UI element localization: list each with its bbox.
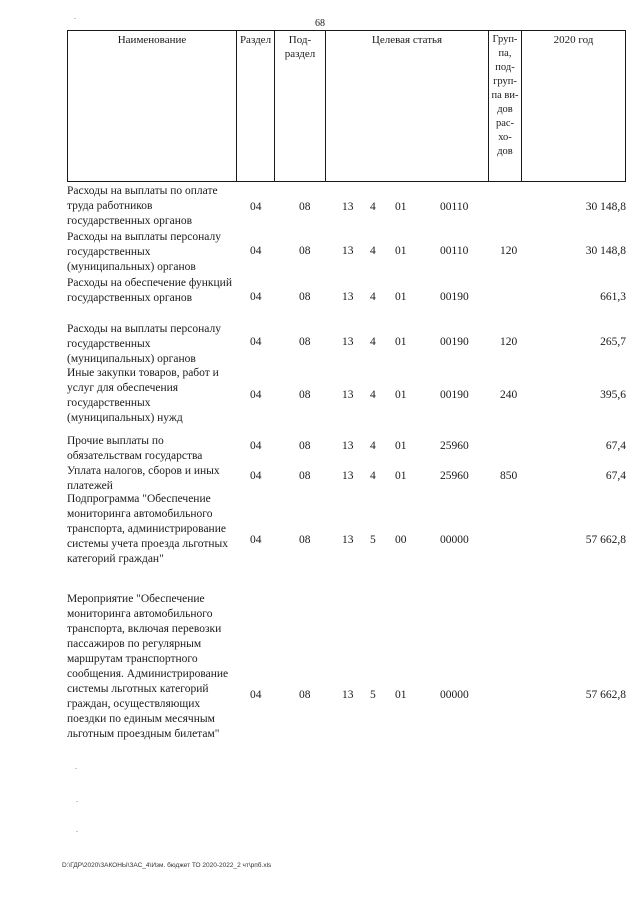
row-podrazdel: 08 xyxy=(299,689,311,701)
row-name: Уплата налогов, сборов и иных платежей xyxy=(67,465,220,492)
row-cs1: 13 xyxy=(342,470,354,482)
row-razdel: 04 xyxy=(250,440,262,452)
row-cs4: 00110 xyxy=(440,201,469,213)
row-cs2: 4 xyxy=(370,470,376,482)
row-cs2: 4 xyxy=(370,389,376,401)
header-razdel: Раздел xyxy=(237,31,275,182)
table-header xyxy=(67,30,626,182)
header-group: Груп- па, под- груп- па ви- дов рас- хо- дов xyxy=(489,31,522,182)
row-name: Расходы на выплаты персоналу государственных (муниципальных) органов xyxy=(67,323,221,365)
row-podrazdel: 08 xyxy=(299,440,311,452)
row-cs4: 25960 xyxy=(440,470,469,482)
row-razdel: 04 xyxy=(250,689,262,701)
row-podrazdel: 08 xyxy=(299,336,311,348)
row-cs1: 13 xyxy=(342,201,354,213)
row-podrazdel: 08 xyxy=(299,245,311,257)
row-cs2: 4 xyxy=(370,440,376,452)
row-amount: 67,4 xyxy=(605,470,626,482)
row-cs1: 13 xyxy=(342,336,354,348)
row-name: Расходы на обеспечение функций государственных органов xyxy=(67,277,232,304)
row-podrazdel: 08 xyxy=(299,470,311,482)
row-amount: 30 148,8 xyxy=(585,201,626,213)
row-name: Иные закупки товаров, работ и услуг для обеспечения государственных (муниципальных) нужд xyxy=(67,367,219,424)
row-name: Расходы на выплаты по оплате труда работников государственных органов xyxy=(67,185,218,227)
row-cs4: 00190 xyxy=(440,336,469,348)
row-name: Подпрограмма "Обеспечение мониторинга автомобильного транспорта, администрирование системы учета проезда льготных категорий граждан" xyxy=(67,493,229,565)
row-cs1: 13 xyxy=(342,440,354,452)
file-path-footer: D:\ГДР\2020\ЗАКОНЫ\ЗАС_4\Изм. бюджет ТО 2020-2022_2 чт\рпб.xls xyxy=(62,862,272,869)
row-cs2: 4 xyxy=(370,336,376,348)
scan-speck: . xyxy=(75,762,77,771)
row-cs3: 01 xyxy=(395,336,407,348)
page-number: 68 xyxy=(315,18,325,29)
row-cs3: 01 xyxy=(395,201,407,213)
row-razdel: 04 xyxy=(250,336,262,348)
scan-speck: . xyxy=(76,795,78,804)
header-podrazdel: Под- раздел xyxy=(275,31,326,182)
row-razdel: 04 xyxy=(250,201,262,213)
row-cs1: 13 xyxy=(342,689,354,701)
row-amount: 57 662,8 xyxy=(585,689,626,701)
row-razdel: 04 xyxy=(250,470,262,482)
header-year: 2020 год xyxy=(522,31,626,182)
row-cs1: 13 xyxy=(342,291,354,303)
row-podrazdel: 08 xyxy=(299,389,311,401)
scan-speck: . xyxy=(74,12,76,21)
row-cs4: 00190 xyxy=(440,291,469,303)
row-cs2: 4 xyxy=(370,291,376,303)
row-amount: 395,6 xyxy=(600,389,626,401)
row-amount: 30 148,8 xyxy=(585,245,626,257)
header-target: Целевая статья xyxy=(326,31,489,182)
row-cs4: 25960 xyxy=(440,440,469,452)
row-amount: 661,3 xyxy=(600,291,626,303)
row-cs3: 01 xyxy=(395,440,407,452)
row-cs3: 01 xyxy=(395,245,407,257)
row-cs4: 00110 xyxy=(440,245,469,257)
row-group: 850 xyxy=(500,470,518,482)
row-group: 120 xyxy=(500,245,518,257)
row-cs4: 00000 xyxy=(440,689,469,701)
row-cs3: 01 xyxy=(395,689,407,701)
row-razdel: 04 xyxy=(250,245,262,257)
row-name: Прочие выплаты по обязательствам государства xyxy=(67,435,203,462)
row-amount: 265,7 xyxy=(600,336,626,348)
row-cs2: 5 xyxy=(370,689,376,701)
row-podrazdel: 08 xyxy=(299,291,311,303)
row-cs1: 13 xyxy=(342,245,354,257)
row-cs2: 5 xyxy=(370,534,376,546)
row-cs4: 00000 xyxy=(440,534,469,546)
row-cs2: 4 xyxy=(370,245,376,257)
scan-speck: . xyxy=(76,825,78,834)
row-cs3: 01 xyxy=(395,291,407,303)
row-cs1: 13 xyxy=(342,534,354,546)
row-cs3: 01 xyxy=(395,470,407,482)
row-razdel: 04 xyxy=(250,291,262,303)
header-name: Наименование xyxy=(68,31,237,182)
row-cs1: 13 xyxy=(342,389,354,401)
row-amount: 57 662,8 xyxy=(585,534,626,546)
row-cs4: 00190 xyxy=(440,389,469,401)
row-podrazdel: 08 xyxy=(299,201,311,213)
row-cs3: 00 xyxy=(395,534,407,546)
row-name: Расходы на выплаты персоналу государственных (муниципальных) органов xyxy=(67,231,221,273)
row-cs2: 4 xyxy=(370,201,376,213)
row-razdel: 04 xyxy=(250,389,262,401)
row-name: Мероприятие "Обеспечение мониторинга автомобильного транспорта, включая перевозки пассажиров по регулярным маршрутам транспортного сообщения. Администрирование системы льготных категорий граждан, осуществляющих поездки по единым месячным льготным проездным билетам" xyxy=(67,593,229,740)
row-cs3: 01 xyxy=(395,389,407,401)
row-amount: 67,4 xyxy=(605,440,626,452)
row-podrazdel: 08 xyxy=(299,534,311,546)
row-group: 120 xyxy=(500,336,518,348)
row-razdel: 04 xyxy=(250,534,262,546)
row-group: 240 xyxy=(500,389,518,401)
